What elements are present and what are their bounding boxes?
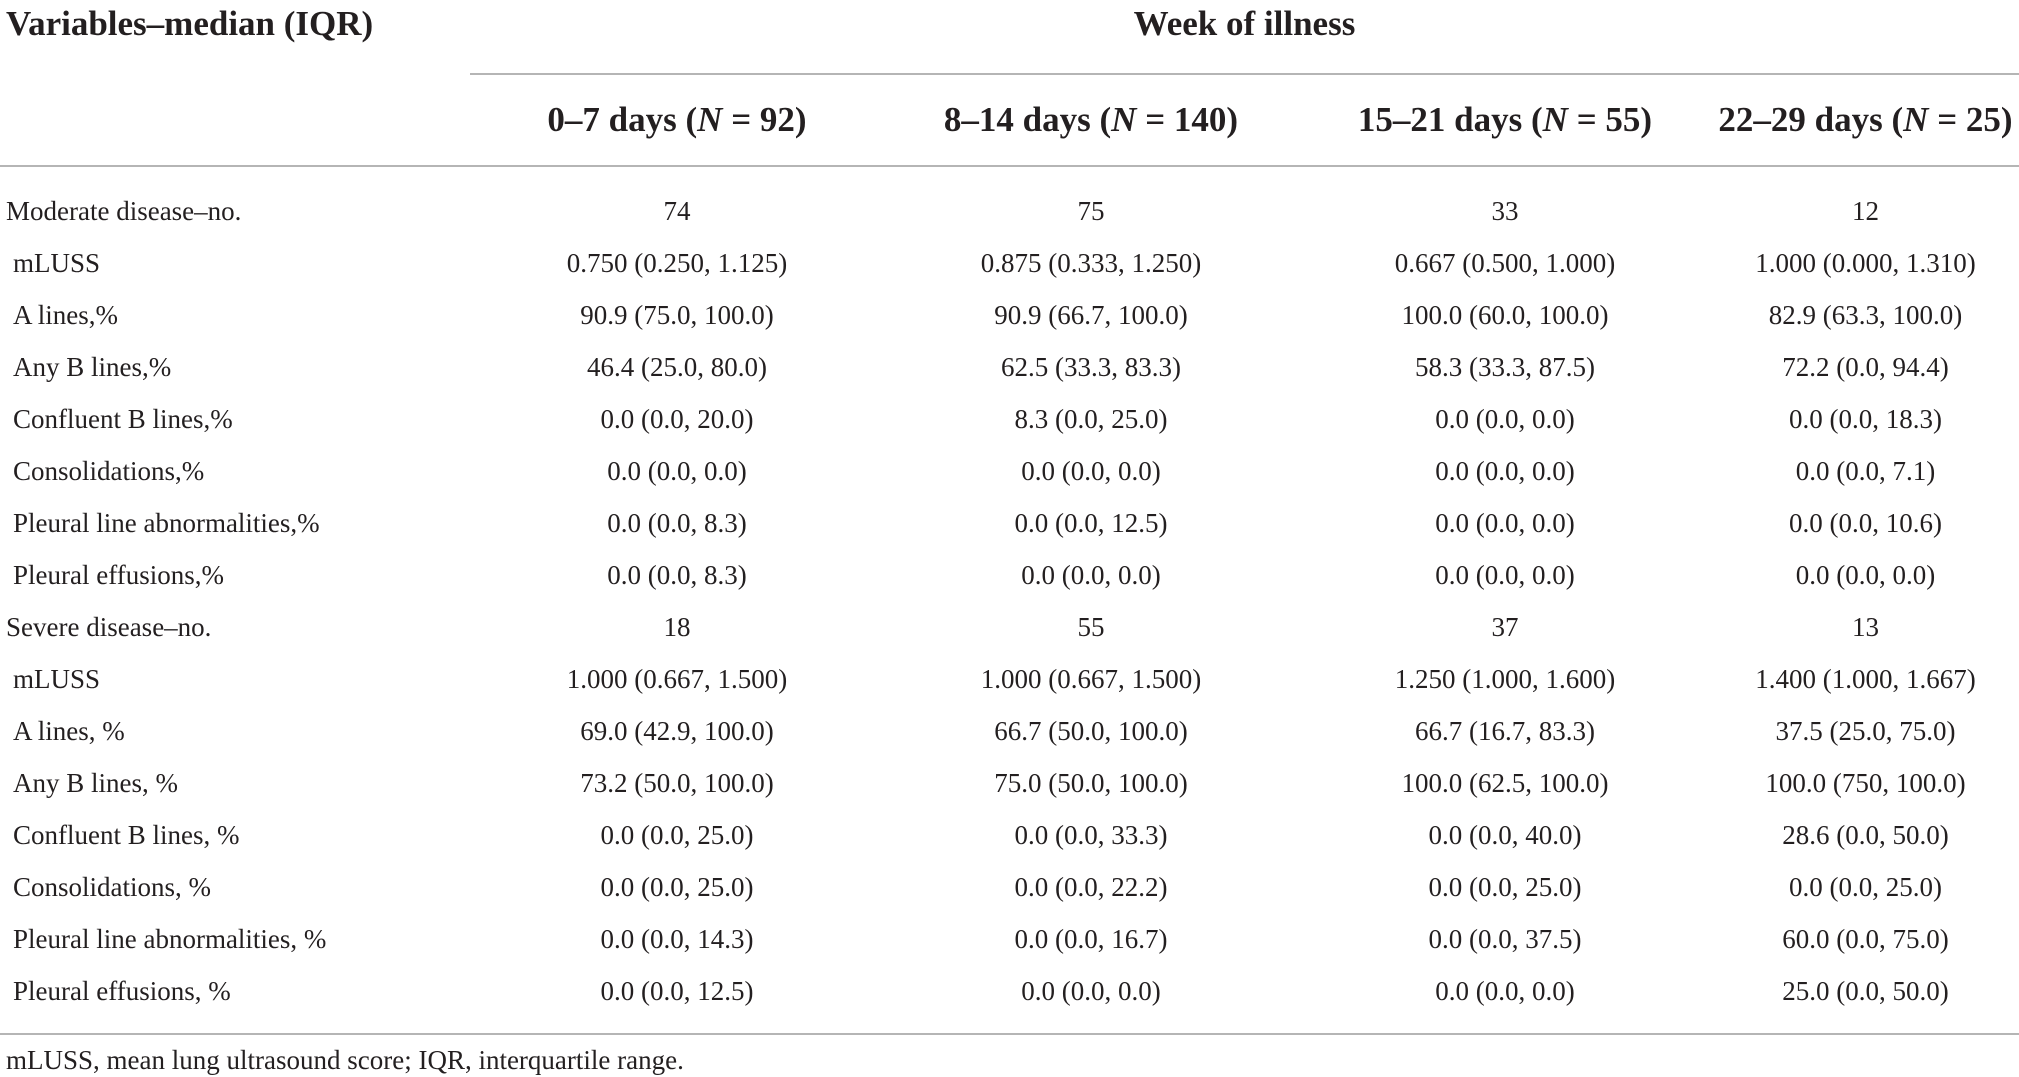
table-cell: 0.875 (0.333, 1.250) [980, 247, 1202, 278]
table-cell: 60.0 (0.0, 75.0) [1782, 923, 1949, 954]
column-header-n-symbol: N [1903, 100, 1929, 139]
column-header-n-value: = 25) [1928, 100, 2013, 139]
table-cell: 0.0 (0.0, 33.3) [1014, 819, 1168, 850]
table-cell: 100.0 (750, 100.0) [1765, 767, 1966, 798]
table-body [0, 166, 2019, 1034]
table-cell: 33 [1491, 195, 1519, 226]
table-row [0, 861, 2019, 913]
column-header-n-symbol: N [697, 100, 723, 139]
table-row [0, 341, 2019, 393]
column-header [1298, 74, 1712, 166]
table-cell: 8.3 (0.0, 25.0) [1014, 403, 1168, 434]
row-label: Consolidations, % [13, 871, 212, 902]
table-cell: 73.2 (50.0, 100.0) [580, 767, 774, 798]
row-label: Confluent B lines,% [13, 403, 233, 434]
table-cell: 37 [1491, 611, 1519, 642]
column-header-n-symbol: N [1111, 100, 1137, 139]
table-cell: 0.0 (0.0, 25.0) [600, 819, 754, 850]
table-cell: 0.0 (0.0, 40.0) [1428, 819, 1582, 850]
table-row [0, 705, 2019, 757]
column-header-n-value: = 92) [722, 100, 807, 139]
table-cell: 0.667 (0.500, 1.000) [1394, 247, 1616, 278]
table-cell: 72.2 (0.0, 94.4) [1782, 351, 1949, 382]
table-cell: 0.0 (0.0, 0.0) [1795, 559, 1936, 590]
table-cell: 0.750 (0.250, 1.125) [566, 247, 788, 278]
table-row [0, 166, 2019, 237]
table-row [0, 549, 2019, 601]
table-cell: 1.250 (1.000, 1.600) [1394, 663, 1616, 694]
table-cell: 0.0 (0.0, 10.6) [1789, 507, 1942, 538]
table-cell: 58.3 (33.3, 87.5) [1415, 351, 1595, 382]
row-label: mLUSS [13, 247, 101, 278]
column-header [470, 74, 884, 166]
column-header [884, 74, 1298, 166]
table-cell: 0.0 (0.0, 25.0) [600, 871, 754, 902]
table-cell: 0.0 (0.0, 0.0) [1435, 507, 1575, 538]
table-cell: 75 [1077, 195, 1105, 226]
table-cell: 18 [663, 611, 691, 642]
table-row [0, 237, 2019, 289]
column-header-label: 22–29 days ( [1718, 100, 1904, 139]
table-cell: 46.4 (25.0, 80.0) [587, 351, 767, 382]
table-cell: 0.0 (0.0, 0.0) [607, 455, 747, 486]
row-label: Any B lines, % [13, 767, 178, 798]
table-cell: 0.0 (0.0, 25.0) [1428, 871, 1582, 902]
table-cell: 82.9 (63.3, 100.0) [1768, 299, 1963, 330]
table-row [0, 497, 2019, 549]
table-cell: 75.0 (50.0, 100.0) [994, 767, 1188, 798]
row-label: Severe disease–no. [6, 611, 212, 642]
table-cell: 0.0 (0.0, 0.0) [1021, 975, 1161, 1006]
table-cell: 62.5 (33.3, 83.3) [1001, 351, 1181, 382]
table-cell: 0.0 (0.0, 7.1) [1795, 455, 1936, 486]
table-cell: 13 [1852, 611, 1879, 642]
table-cell: 0.0 (0.0, 0.0) [1435, 403, 1575, 434]
table-row [0, 289, 2019, 341]
table-cell: 74 [663, 195, 691, 226]
table-row [0, 757, 2019, 809]
table-row [0, 393, 2019, 445]
row-label: Pleural line abnormalities, % [13, 923, 327, 954]
header-row-top [0, 0, 2019, 74]
row-label: Confluent B lines, % [13, 819, 240, 850]
table-cell: 0.0 (0.0, 12.5) [1014, 507, 1168, 538]
row-label: mLUSS [13, 663, 101, 694]
table-cell: 90.9 (75.0, 100.0) [580, 299, 774, 330]
column-header-label: 15–21 days ( [1357, 100, 1543, 139]
table-row [0, 601, 2019, 653]
table-footnote: mLUSS, mean lung ultrasound score; IQR, interquartile range. [0, 1034, 2019, 1077]
row-label: Pleural effusions,% [13, 559, 224, 590]
column-header-n-value: = 140) [1136, 100, 1239, 139]
table-cell: 0.0 (0.0, 22.2) [1014, 871, 1168, 902]
table-cell: 66.7 (16.7, 83.3) [1415, 715, 1595, 746]
table-cell: 0.0 (0.0, 8.3) [607, 507, 747, 538]
table-cell: 69.0 (42.9, 100.0) [580, 715, 774, 746]
table-row [0, 653, 2019, 705]
table-cell: 0.0 (0.0, 37.5) [1428, 923, 1582, 954]
row-label: Any B lines,% [13, 351, 172, 382]
table-row [0, 965, 2019, 1034]
table-cell: 90.9 (66.7, 100.0) [994, 299, 1188, 330]
row-label: Pleural line abnormalities,% [13, 507, 320, 538]
table-cell: 0.0 (0.0, 0.0) [1021, 559, 1161, 590]
table-row [0, 445, 2019, 497]
table-cell: 1.400 (1.000, 1.667) [1755, 663, 1976, 694]
table-cell: 0.0 (0.0, 0.0) [1435, 455, 1575, 486]
table-cell: 0.0 (0.0, 18.3) [1789, 403, 1942, 434]
table-cell: 55 [1077, 611, 1105, 642]
table-cell: 100.0 (60.0, 100.0) [1401, 299, 1609, 330]
row-label: Consolidations,% [13, 455, 205, 486]
table-cell: 0.0 (0.0, 0.0) [1435, 559, 1575, 590]
table-cell: 28.6 (0.0, 50.0) [1782, 819, 1949, 850]
table-row [0, 809, 2019, 861]
column-header-label: 8–14 days ( [943, 100, 1112, 139]
table-cell: 1.000 (0.667, 1.500) [566, 663, 788, 694]
column-header-n-value: = 55) [1567, 100, 1653, 139]
table-cell: 25.0 (0.0, 50.0) [1782, 975, 1949, 1006]
header-spacer [0, 74, 470, 166]
table-cell: 0.0 (0.0, 14.3) [600, 923, 754, 954]
table-cell: 1.000 (0.000, 1.310) [1755, 247, 1976, 278]
table-cell: 0.0 (0.0, 16.7) [1014, 923, 1168, 954]
table-cell: 0.0 (0.0, 0.0) [1435, 975, 1575, 1006]
row-label: Pleural effusions, % [13, 975, 231, 1006]
table-row [0, 913, 2019, 965]
column-header-label: 0–7 days ( [547, 100, 698, 139]
table-cell: 12 [1852, 195, 1879, 226]
row-label: A lines, % [13, 715, 125, 746]
table-cell: 0.0 (0.0, 20.0) [600, 403, 754, 434]
table-cell: 0.0 (0.0, 0.0) [1021, 455, 1161, 486]
column-header [1712, 74, 2019, 166]
footnote-row [0, 1034, 2019, 1077]
table-cell: 1.000 (0.667, 1.500) [980, 663, 1202, 694]
week-of-illness-header: Week of illness [470, 0, 2019, 74]
table-cell: 100.0 (62.5, 100.0) [1401, 767, 1609, 798]
row-label: A lines,% [13, 299, 118, 330]
column-header-n-symbol: N [1542, 100, 1568, 139]
row-label: Moderate disease–no. [6, 195, 242, 226]
table-cell: 37.5 (25.0, 75.0) [1775, 715, 1956, 746]
table-cell: 0.0 (0.0, 8.3) [607, 559, 747, 590]
table-cell: 66.7 (50.0, 100.0) [994, 715, 1188, 746]
header-row-columns [0, 74, 2019, 166]
table-cell: 0.0 (0.0, 12.5) [600, 975, 754, 1006]
table-cell: 0.0 (0.0, 25.0) [1789, 871, 1942, 902]
variables-header: Variables–median (IQR) [6, 4, 374, 43]
